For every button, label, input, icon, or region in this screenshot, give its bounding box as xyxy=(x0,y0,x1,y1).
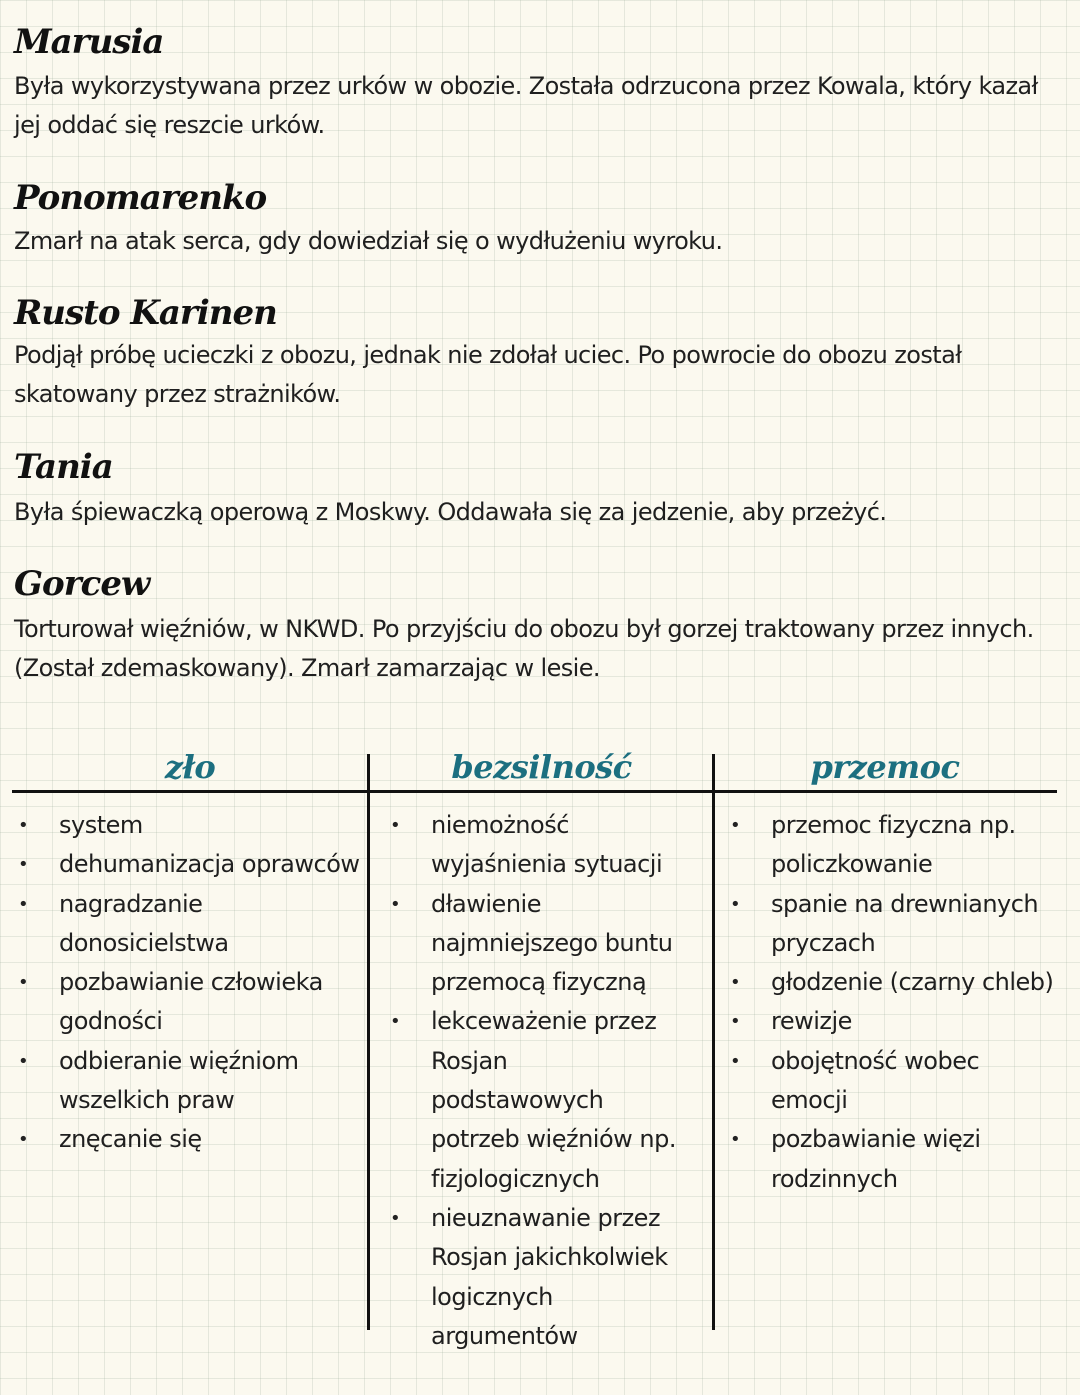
column-title-zlo: zło xyxy=(164,748,216,786)
list-item: • nieuznawanie przez Rosjan jakichkolwiek logicznych argumentów xyxy=(388,1199,683,1356)
list-item: • pozbawianie człowieka godności xyxy=(16,963,361,1042)
column-title-przemoc: przemoc xyxy=(810,748,960,786)
list-item: • obojętność wobec emocji xyxy=(728,1042,1058,1121)
list-item: • nagradzanie donosicielstwa xyxy=(16,885,361,964)
list-item: • rewizje xyxy=(728,1002,1058,1041)
list-item: • głodzenie (czarny chleb) xyxy=(728,963,1058,1002)
column-title-bezsilnosc: bezsilność xyxy=(451,748,632,786)
list-item: • pozbawianie więzi rodzinnych xyxy=(728,1120,1058,1199)
table-column-divider-2 xyxy=(712,754,715,1330)
list-item: • znęcanie się xyxy=(16,1120,361,1159)
character-description-tania: Była śpiewaczką operową z Moskwy. Oddawała się za jedzenie, aby przeżyć. xyxy=(14,498,887,526)
list-item: • przemoc fizyczna np. policzkowanie xyxy=(728,806,1058,885)
character-description-ponomarenko: Zmarł na atak serca, gdy dowiedział się o wydłużeniu wyroku. xyxy=(14,227,723,255)
list-item: • dehumanizacja oprawców xyxy=(16,845,361,884)
table-header-divider xyxy=(12,790,1057,793)
character-name-marusia: Marusia xyxy=(14,22,164,62)
character-name-tania: Tania xyxy=(14,447,113,487)
character-description-rusto-karinen: Podjął próbę ucieczki z obozu, jednak nie zdołał uciec. Po powrocie do obozu został skatowany przez strażników. xyxy=(14,341,962,408)
character-description-marusia: Była wykorzystywana przez urków w obozie. Została odrzucona przez Kowala, który kazał jej oddać się reszcie urków. xyxy=(14,72,1038,139)
column-list-przemoc xyxy=(728,806,1058,1199)
list-item: • odbieranie więźniom wszelkich praw xyxy=(16,1042,361,1121)
column-list-zlo xyxy=(16,806,361,1160)
column-list-bezsilnosc xyxy=(388,806,683,1356)
character-name-ponomarenko: Ponomarenko xyxy=(14,178,267,218)
list-item: • spanie na drewnianych pryczach xyxy=(728,885,1058,964)
character-name-rusto-karinen: Rusto Karinen xyxy=(14,293,277,333)
list-item: • dławienie najmniejszego buntu przemocą fizyczną xyxy=(388,885,683,1003)
table-column-divider-1 xyxy=(367,754,370,1330)
character-description-gorcew: Torturował więźniów, w NKWD. Po przyjściu do obozu był gorzej traktowany przez innych. (Został zdemaskowany). Zmarł zamarzając w lesie. xyxy=(14,615,1034,682)
list-item: • niemożność wyjaśnienia sytuacji xyxy=(388,806,683,885)
character-name-gorcew: Gorcew xyxy=(14,564,150,604)
list-item: • system xyxy=(16,806,361,845)
list-item: • lekceważenie przez Rosjan podstawowych potrzeb więźniów np. fizjologicznych xyxy=(388,1002,683,1198)
